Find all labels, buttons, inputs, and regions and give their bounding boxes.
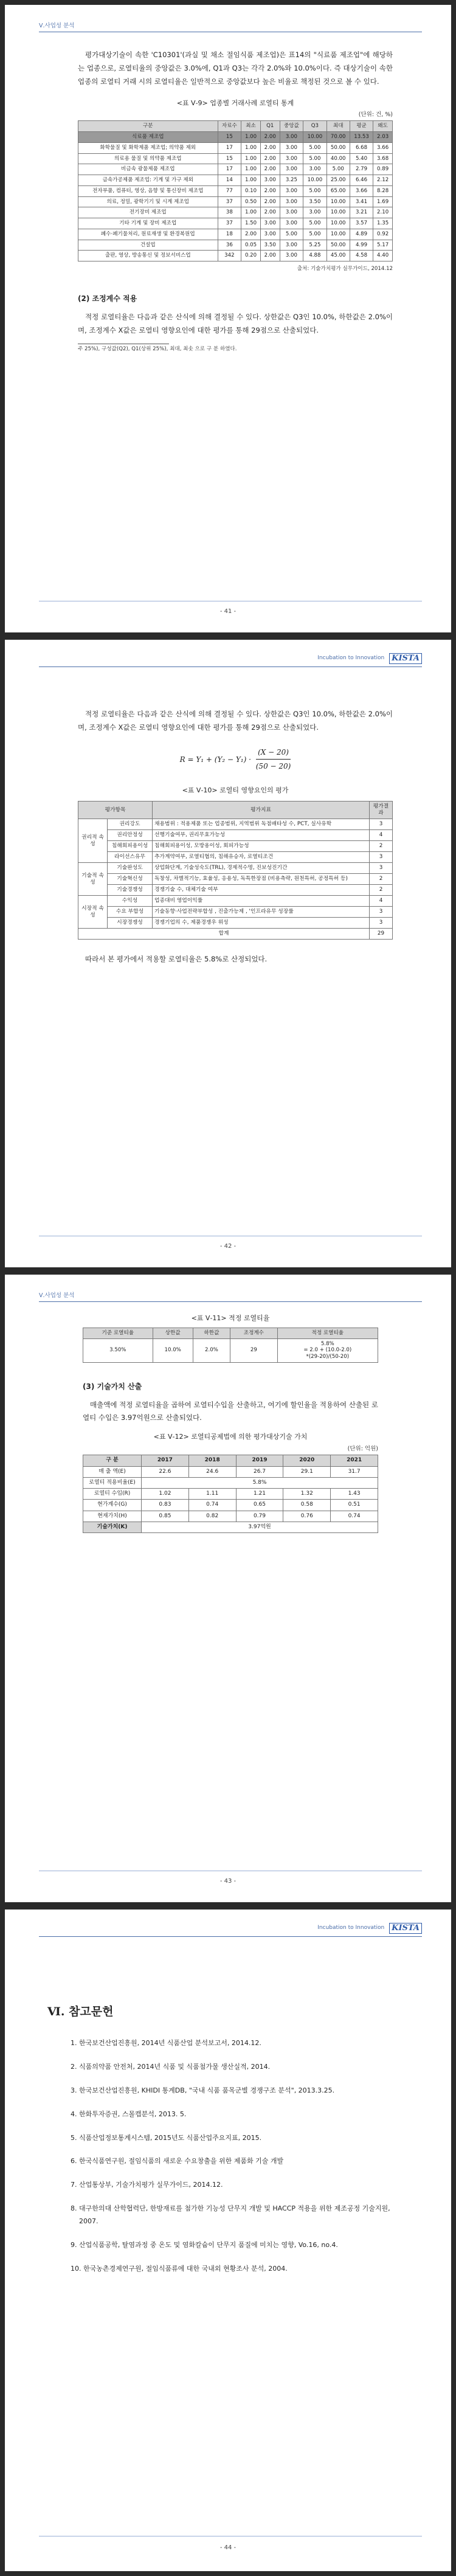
factor-detail: 상업화단계, 기술성숙도(TRL), 경제적수명, 진보성진기간 <box>153 863 370 874</box>
table-row <box>78 229 393 240</box>
table-cell: 0.10 <box>241 185 261 196</box>
table-cell: 5.25 <box>303 240 326 251</box>
result-line: 5.8% <box>320 1340 334 1347</box>
section-header: Ⅴ.사업성 분석 <box>39 1292 75 1299</box>
table-cell: 2.00 <box>260 142 280 153</box>
factor-detail: 침해회피용이성, 모방용이성, 회피가능성 <box>153 841 370 852</box>
header-rule <box>39 1936 422 1937</box>
column-header: 평가결과 <box>370 802 393 819</box>
column-header: 2021 <box>331 1455 378 1466</box>
row-label: 금속가공제품 제조업: 기계 및 가구 제외 <box>78 175 218 186</box>
table-cell: 26.7 <box>236 1466 283 1477</box>
table-cell: 4.40 <box>373 251 393 261</box>
table-cell: 8.28 <box>373 185 393 196</box>
section-heading: (3) 기술가치 산출 <box>83 1382 142 1391</box>
table-row <box>78 852 393 863</box>
value-paragraph: 매출액에 적정 로열티율을 곱하여 로열티수입을 산출하고, 여기에 할인율을 적용하여 산출된 로열티 수입은 3.97억원으로 산출되었다. <box>83 1400 378 1422</box>
table-row <box>78 874 393 885</box>
tech-value-table <box>83 1455 378 1533</box>
row-label: 의료, 정밀, 광학기기 및 시계 제조업 <box>78 196 218 207</box>
table-cell: 29.1 <box>283 1466 331 1477</box>
total-label: 합계 <box>78 928 370 939</box>
column-header: 적정 로열티율 <box>277 1328 378 1338</box>
table-row <box>78 164 393 175</box>
table-cell: 1.00 <box>241 142 261 153</box>
table-cell: 45.00 <box>326 251 350 261</box>
score-cell: 3 <box>370 918 393 929</box>
table-cell: 3.00 <box>260 229 280 240</box>
table-cell: 2.00 <box>260 132 280 143</box>
total-value: 3.97억원 <box>142 1522 378 1532</box>
table-cell: 4.58 <box>350 251 373 261</box>
table-cell: 31.7 <box>331 1466 378 1477</box>
page-42 <box>5 640 451 1267</box>
column-header: 최소 <box>241 121 261 132</box>
table-unit: (단위: 건, %) <box>358 111 393 119</box>
table-row <box>83 1489 378 1500</box>
table-cell: 3.66 <box>373 142 393 153</box>
table-cell: 0.76 <box>283 1511 331 1522</box>
column-header: 조정계수 <box>230 1328 277 1338</box>
column-header: 상한값 <box>153 1328 193 1338</box>
table-cell: 70.00 <box>326 132 350 143</box>
reference-item: 8. 대구한의대 산학협력단, 한방재료를 첨가한 기능성 단무지 개발 및 HACCP 적용을 위한 제조공정 기술지원, 2007. <box>71 2204 390 2226</box>
table-cell: 14 <box>218 175 241 186</box>
brand-header <box>317 653 422 664</box>
table-cell: 0.92 <box>373 229 393 240</box>
row-label: 로열티 수입(R) <box>83 1489 142 1500</box>
reference-item: 7. 산업통상부, 기술가치평가 실무가이드, 2014.12. <box>71 2181 223 2189</box>
factor-detail: 경쟁기업의 수, 제품경쟁우 위성 <box>153 918 370 929</box>
table-cell: 2.00 <box>260 164 280 175</box>
table-cell: 24.6 <box>188 1466 236 1477</box>
total-value: 29 <box>370 928 393 939</box>
conclusion-paragraph: 따라서 본 평가에서 적용할 로열티율은 5.8%로 산정되었다. <box>85 954 268 963</box>
column-header: 자료수 <box>218 121 241 132</box>
table-cell: 25.00 <box>326 175 350 186</box>
score-cell: 3 <box>370 819 393 830</box>
column-header: 평가항목 <box>78 802 153 819</box>
row-label: 전자부품, 컴퓨터, 영상, 음향 및 통신장비 제조업 <box>78 185 218 196</box>
table-cell: 3.00 <box>280 142 303 153</box>
factor-detail: 업종대비 영업이익률 <box>153 896 370 907</box>
table-cell: 0.79 <box>236 1511 283 1522</box>
factor-detail: 기술동향·사업전략부합성 , 진출가능제 , '인프라유무 성장률 <box>153 907 370 918</box>
factor-detail: 추가계약여부, 로열티협의, 침해유승자, 로열티조건 <box>153 852 370 863</box>
column-header: 왜도 <box>373 121 393 132</box>
factor-detail: 경쟁기술 수, 대체기술 여부 <box>153 885 370 896</box>
factor-label: 수요 부합성 <box>108 907 153 918</box>
table-cell: 37 <box>218 218 241 229</box>
table-cell: 1.11 <box>188 1489 236 1500</box>
table-row <box>78 863 393 874</box>
table-cell: 5.00 <box>326 164 350 175</box>
score-cell: 2 <box>370 874 393 885</box>
chapter-title: Ⅵ. 참고문헌 <box>47 2005 114 2018</box>
total-row <box>83 1522 378 1532</box>
column-header: 평균 <box>350 121 373 132</box>
table-row <box>78 918 393 929</box>
table-cell: 1.02 <box>142 1489 189 1500</box>
table-cell: 0.65 <box>236 1500 283 1511</box>
table-cell: 342 <box>218 251 241 261</box>
table-cell: 2.00 <box>260 185 280 196</box>
table-cell: 0.51 <box>331 1500 378 1511</box>
table-cell: 0.50 <box>241 196 261 207</box>
result-line: *(29-20)/(50-20) <box>306 1354 350 1360</box>
table-caption: <표 Ⅴ-11> 적정 로열티율 <box>191 1314 270 1322</box>
page-number: - 41 - <box>219 608 237 615</box>
reference-item: 1. 한국보건산업진흥원, 2014년 식품산업 분석보고서, 2014.12. <box>71 2039 261 2047</box>
table-cell: 22.6 <box>142 1466 189 1477</box>
table-cell: 2.00 <box>260 196 280 207</box>
table-cell: 0.20 <box>241 251 261 261</box>
factor-label: 침해회피용이성 <box>108 841 153 852</box>
table-cell: 3.50 <box>303 196 326 207</box>
column-header: 평가지표 <box>153 802 370 819</box>
reference-item: 4. 한화투자증권, 스몰캡분석, 2013. 5. <box>71 2110 187 2118</box>
brand-header <box>317 1923 422 1934</box>
section-header: Ⅴ.사업성 분석 <box>39 23 75 29</box>
table-cell: 1.00 <box>241 175 261 186</box>
table-row <box>78 175 393 186</box>
table-cell: 1.00 <box>241 153 261 164</box>
formula-denominator: (50 − 20) <box>255 762 291 771</box>
total-row <box>78 928 393 939</box>
reference-item: 10. 한국농촌경제연구원, 절임식품류에 대한 국내외 현황조사 분석, 2004. <box>71 2264 288 2273</box>
page-41 <box>5 5 451 632</box>
royalty-factor-table <box>78 801 393 940</box>
table-row <box>78 132 393 143</box>
column-header: 2020 <box>283 1455 331 1466</box>
group-label: 시장적 속성 <box>78 896 108 929</box>
table-cell: 1.00 <box>241 164 261 175</box>
table-cell: 50.00 <box>326 142 350 153</box>
table-cell: 2.00 <box>260 153 280 164</box>
table-row <box>78 841 393 852</box>
table-cell: 3.00 <box>280 153 303 164</box>
table-cell: 2.00 <box>241 229 261 240</box>
section-heading: (2) 조정계수 적용 <box>78 294 137 303</box>
table-cell: 10.00 <box>326 196 350 207</box>
table-cell: 1.21 <box>236 1489 283 1500</box>
table-cell: 0.05 <box>241 240 261 251</box>
table-cell: 3.00 <box>303 164 326 175</box>
row-label: 현재가치(H) <box>83 1511 142 1522</box>
table-cell: 3.00 <box>280 196 303 207</box>
row-label: 화학물질 및 화학제품 제조업; 의약품 제외 <box>78 142 218 153</box>
table-cell: 0.74 <box>331 1511 378 1522</box>
reference-item: 9. 산업식품공학, 탈염과정 중 온도 및 염화칼슘이 단무지 품질에 미치는 영향, Vo.16, no.4. <box>71 2241 338 2249</box>
table-cell: 3.00 <box>260 218 280 229</box>
royalty-formula <box>78 746 393 774</box>
table-cell: 13.53 <box>350 132 373 143</box>
table-row <box>78 907 393 918</box>
table-cell: 6.68 <box>350 142 373 153</box>
reference-item: 5. 식품산업정보통계시스템, 2015년도 식품산업주요지표, 2015. <box>71 2133 262 2142</box>
formula-left: R = Y₁ + (Y₂ − Y₁) · <box>179 755 251 764</box>
table-cell: 1.50 <box>241 218 261 229</box>
table-cell: 5.00 <box>303 142 326 153</box>
row-label: 식료품 제조업 <box>78 132 218 143</box>
table-cell: 0.58 <box>283 1500 331 1511</box>
table-row <box>78 240 393 251</box>
table-cell: 29 <box>230 1338 277 1362</box>
table-cell: 5.17 <box>373 240 393 251</box>
row-label: 전기장비 제조업 <box>78 207 218 218</box>
table-row <box>83 1466 378 1477</box>
row-label: 매 출 액(E) <box>83 1466 142 1477</box>
tagline: Incubation to Innovation <box>317 1925 385 1931</box>
table-cell: 10.00 <box>326 229 350 240</box>
table-cell: 3.00 <box>280 218 303 229</box>
table-cell: 36 <box>218 240 241 251</box>
table-row <box>78 207 393 218</box>
group-label: 권리적 속성 <box>78 819 108 863</box>
royalty-stats-table <box>78 120 393 261</box>
table-cell: 3.57 <box>350 218 373 229</box>
column-header: Q1 <box>260 121 280 132</box>
score-cell: 2 <box>370 841 393 852</box>
table-cell: 1.32 <box>283 1489 331 1500</box>
royalty-rate-table <box>83 1328 378 1363</box>
table-cell: 5.00 <box>303 153 326 164</box>
table-cell: 1.35 <box>373 218 393 229</box>
table-cell: 40.00 <box>326 153 350 164</box>
reference-item: 2. 식품의약품 안전처, 2014년 식품 및 식품첨가물 생산실적, 2014. <box>71 2062 271 2071</box>
table-cell: 0.85 <box>142 1511 189 1522</box>
table-cell: 5.00 <box>280 229 303 240</box>
factor-label: 기술혁신성 <box>108 874 153 885</box>
table-cell: 10.0% <box>153 1338 193 1362</box>
kista-logo: KISTA <box>389 1923 422 1934</box>
header-rule <box>39 1301 422 1302</box>
table-cell: 10.00 <box>303 175 326 186</box>
column-header: 2018 <box>188 1455 236 1466</box>
total-label: 기술가치(K) <box>83 1522 142 1532</box>
page-44 <box>5 1909 451 2571</box>
table-cell: 1.00 <box>241 132 261 143</box>
factor-detail: 선행기술여부, 권리무효가능성 <box>153 830 370 841</box>
table-cell: 3.68 <box>373 153 393 164</box>
page-number: - 43 - <box>219 1878 237 1885</box>
table-unit: (단위: 억원) <box>347 1446 378 1453</box>
column-header: 최대 <box>326 121 350 132</box>
table-cell: 3.00 <box>280 240 303 251</box>
rate-row <box>83 1477 378 1488</box>
table-cell: 15 <box>218 153 241 164</box>
table-cell: 5.00 <box>303 185 326 196</box>
table-cell: 1.69 <box>373 196 393 207</box>
adjustment-paragraph: 적정 로열티율은 다음과 같은 산식에 의해 결정될 수 있다. 상한값은 Q3인 10.0%, 하한값은 2.0%이며, 조정계수 X값은 로열티 영향요인에 대한 평가를 통해 29점으로 산출되었다. <box>78 313 393 334</box>
table-cell: 15 <box>218 132 241 143</box>
table-cell: 10.00 <box>326 218 350 229</box>
reference-item: 6. 한국식품연구원, 절임식품의 새로운 수요창출을 위한 제품화 기술 개발 <box>71 2157 284 2166</box>
reference-list <box>71 2037 390 2287</box>
table-cell: 2.10 <box>373 207 393 218</box>
column-header: 중앙값 <box>280 121 303 132</box>
table-cell: 5.00 <box>303 218 326 229</box>
table-source: 출처: 기술가치평가 실무가이드, 2014.12 <box>297 266 393 272</box>
table-cell: 3.66 <box>350 185 373 196</box>
score-cell: 4 <box>370 896 393 907</box>
table-cell: 50.00 <box>326 240 350 251</box>
table-cell: 3.50% <box>83 1338 153 1362</box>
row-label: 폐수·폐기물처리, 원료재생 및 환경복원업 <box>78 229 218 240</box>
row-label: 출판, 영상, 방송통신 및 정보서비스업 <box>78 251 218 261</box>
page-number: - 44 - <box>219 2544 237 2551</box>
row-label: 의료용 물질 및 의약품 제조업 <box>78 153 218 164</box>
table-row <box>78 896 393 907</box>
table-row <box>83 1500 378 1511</box>
factor-label: 수익성 <box>108 896 153 907</box>
table-row <box>78 196 393 207</box>
table-caption: <표 Ⅴ-12> 로열티공제법에 의한 평가대상기술 가치 <box>153 1433 308 1441</box>
table-row <box>78 251 393 261</box>
score-cell: 4 <box>370 830 393 841</box>
score-cell: 2 <box>370 885 393 896</box>
column-header: 하한값 <box>193 1328 230 1338</box>
rate-value: 5.8% <box>142 1477 378 1488</box>
factor-label: 기술경쟁성 <box>108 885 153 896</box>
table-cell: 77 <box>218 185 241 196</box>
column-header: Q3 <box>303 121 326 132</box>
factor-label: 라이선스유무 <box>108 852 153 863</box>
factor-detail: 채용범위 : 적용제품 또는 업종범위, 지역범위 독점배타성 수, PCT, 실사유학 <box>153 819 370 830</box>
factor-label: 기술완성도 <box>108 863 153 874</box>
column-header: 구분 <box>78 121 218 132</box>
table-cell: 3.00 <box>280 132 303 143</box>
score-cell: 3 <box>370 852 393 863</box>
factor-label: 권리강도 <box>108 819 153 830</box>
table-row <box>78 885 393 896</box>
table-cell: 38 <box>218 207 241 218</box>
table-cell: 1.43 <box>331 1489 378 1500</box>
score-cell: 3 <box>370 863 393 874</box>
table-cell: 1.00 <box>241 207 261 218</box>
table-cell: 0.74 <box>188 1500 236 1511</box>
table-cell: 6.46 <box>350 175 373 186</box>
table-cell: 5.00 <box>303 229 326 240</box>
table-cell: 4.99 <box>350 240 373 251</box>
table-cell: 10.00 <box>326 207 350 218</box>
score-cell: 3 <box>370 907 393 918</box>
formula-paragraph: 적정 로열티율은 다음과 같은 산식에 의해 결정될 수 있다. 상한값은 Q3인 10.0%, 하한값은 2.0%이며, 조정계수 X값은 로열티 영향요인에 대한 평가를 통해 29점으로 산출되었다. <box>78 710 393 732</box>
column-header: 기준 로열티율 <box>83 1328 153 1338</box>
table-cell: 17 <box>218 142 241 153</box>
table-cell: 10.00 <box>303 132 326 143</box>
footnote: 주 25%), 구성값(Q2), Q1(상위 25%), 최대, 최솟 으로 구 분 하였다. <box>78 345 237 352</box>
table-cell: 3.50 <box>260 240 280 251</box>
table-cell: 3.00 <box>280 185 303 196</box>
row-label: 기타 기계 및 장비 제조업 <box>78 218 218 229</box>
table-cell: 3.41 <box>350 196 373 207</box>
table-cell: 37 <box>218 196 241 207</box>
table-cell: 3.00 <box>280 251 303 261</box>
formula-numerator: (X − 20) <box>256 746 291 760</box>
result-cell <box>277 1338 378 1362</box>
row-label: 건설업 <box>78 240 218 251</box>
table-row <box>83 1511 378 1522</box>
table-cell: 2.03 <box>373 132 393 143</box>
column-header: 2019 <box>236 1455 283 1466</box>
table-caption: <표 Ⅴ-10> 로열티 영향요인의 평가 <box>182 786 289 795</box>
kista-logo: KISTA <box>389 653 422 664</box>
table-cell: 0.89 <box>373 164 393 175</box>
table-cell: 17 <box>218 164 241 175</box>
reference-item: 3. 한국보건산업진흥원, KHIDI 통계DB, "국내 식품 품목군별 경쟁구조 분석", 2013.3.25. <box>71 2086 335 2094</box>
intro-paragraph: 평가대상기술이 속한 'C10301'(과실 및 채소 절임식품 제조업)은 표14의 "식료품 제조업"에 해당하는 업종으로, 로열티율의 중앙값은 3.0%에, Q1과 Q3는 각각 2.0%와 10.0%이다. 즉 대상기술이 속한 업종의 로열티 거래 시의 로열티율은 일반적으로 중앙값보다 높은 비율로 책정된 것으로 볼 수 있다. <box>78 50 393 86</box>
page-number: - 42 - <box>219 1243 237 1250</box>
row-label: 현가계수(G) <box>83 1500 142 1511</box>
factor-detail: 독창성, 차별적기능, 효율성, 응용성, 독특한장점 (비용측략, 원천특허, 공정특허 등) <box>153 874 370 885</box>
tagline: Incubation to Innovation <box>317 655 385 662</box>
table-cell: 2.00 <box>260 207 280 218</box>
group-label: 기술적 속성 <box>78 863 108 896</box>
table-cell: 4.88 <box>303 251 326 261</box>
table-cell: 18 <box>218 229 241 240</box>
factor-label: 시장경쟁성 <box>108 918 153 929</box>
table-cell: 3.00 <box>260 175 280 186</box>
table-cell: 3.00 <box>280 207 303 218</box>
page-43 <box>5 1275 451 1902</box>
table-cell: 2.00 <box>260 251 280 261</box>
column-header: 2017 <box>142 1455 189 1466</box>
table-cell: 0.82 <box>188 1511 236 1522</box>
table-row <box>78 142 393 153</box>
table-cell: 4.89 <box>350 229 373 240</box>
table-cell: 3.25 <box>280 175 303 186</box>
table-cell: 2.12 <box>373 175 393 186</box>
column-header: 구 분 <box>83 1455 142 1466</box>
table-row <box>78 153 393 164</box>
table-cell: 3.00 <box>303 207 326 218</box>
table-cell: 0.83 <box>142 1500 189 1511</box>
table-row <box>78 218 393 229</box>
table-cell: 3.21 <box>350 207 373 218</box>
table-row <box>78 830 393 841</box>
row-label: 비금속 광물제품 제조업 <box>78 164 218 175</box>
row-label: 로열티 적용비율(E) <box>83 1477 142 1488</box>
table-row <box>78 185 393 196</box>
result-line: = 2.0 + (10.0-2.0) <box>303 1347 352 1354</box>
table-cell: 3.00 <box>280 164 303 175</box>
table-cell: 5.40 <box>350 153 373 164</box>
table-caption: <표 Ⅴ-9> 업종별 거래사례 로열티 통계 <box>176 99 294 107</box>
table-cell: 2.79 <box>350 164 373 175</box>
factor-label: 권리안정성 <box>108 830 153 841</box>
table-cell: 2.0% <box>193 1338 230 1362</box>
table-cell: 65.00 <box>326 185 350 196</box>
table-row <box>78 819 393 830</box>
